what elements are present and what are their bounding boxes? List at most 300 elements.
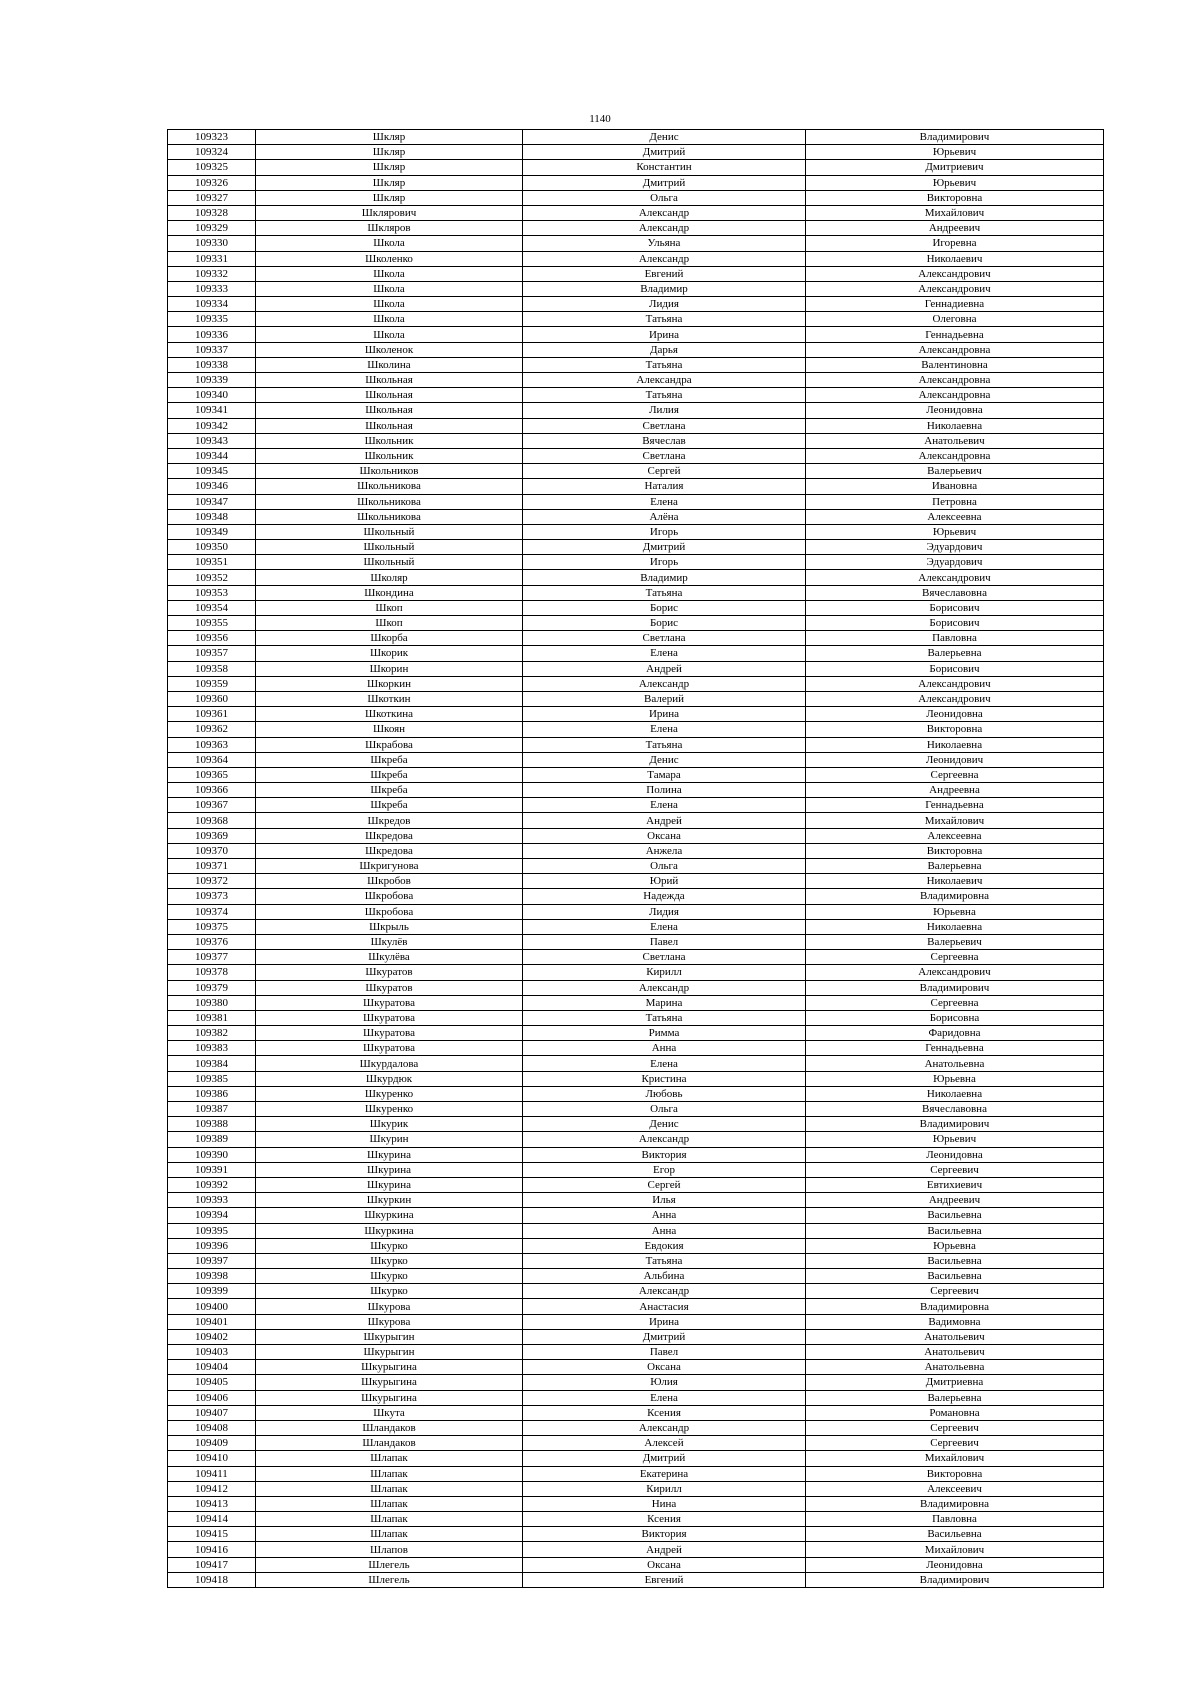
table-row [168, 540, 1104, 555]
table-row [168, 707, 1104, 722]
record-number-cell: 109340 [168, 388, 256, 403]
last-name-cell: Школьный [256, 524, 523, 539]
table-row [168, 205, 1104, 220]
table-row [168, 752, 1104, 767]
table-row [168, 965, 1104, 980]
first-name-cell: Анна [523, 1208, 806, 1223]
table-row [168, 160, 1104, 175]
record-number-cell: 109326 [168, 175, 256, 190]
table-row [168, 1193, 1104, 1208]
record-number-cell: 109355 [168, 616, 256, 631]
patronymic-cell: Юрьевич [806, 524, 1104, 539]
table-row [168, 904, 1104, 919]
last-name-cell: Шкурко [256, 1238, 523, 1253]
record-number-cell: 109386 [168, 1086, 256, 1101]
first-name-cell: Елена [523, 494, 806, 509]
record-number-cell: 109368 [168, 813, 256, 828]
table-row [168, 859, 1104, 874]
last-name-cell: Шкута [256, 1405, 523, 1420]
patronymic-cell: Викторовна [806, 190, 1104, 205]
record-number-cell: 109367 [168, 798, 256, 813]
patronymic-cell: Васильевна [806, 1269, 1104, 1284]
first-name-cell: Евгений [523, 1572, 806, 1587]
record-number-cell: 109405 [168, 1375, 256, 1390]
record-number-cell: 109351 [168, 555, 256, 570]
record-number-cell: 109349 [168, 524, 256, 539]
patronymic-cell: Игоревна [806, 236, 1104, 251]
first-name-cell: Анна [523, 1223, 806, 1238]
table-row [168, 874, 1104, 889]
record-number-cell: 109371 [168, 859, 256, 874]
first-name-cell: Анна [523, 1041, 806, 1056]
record-number-cell: 109341 [168, 403, 256, 418]
patronymic-cell: Александрович [806, 676, 1104, 691]
table-row [168, 1466, 1104, 1481]
patronymic-cell: Владимировна [806, 889, 1104, 904]
table-row [168, 357, 1104, 372]
last-name-cell: Шкуренко [256, 1086, 523, 1101]
first-name-cell: Владимир [523, 570, 806, 585]
first-name-cell: Дмитрий [523, 145, 806, 160]
last-name-cell: Шлапак [256, 1496, 523, 1511]
patronymic-cell: Владимирович [806, 980, 1104, 995]
patronymic-cell: Викторовна [806, 843, 1104, 858]
first-name-cell: Ольга [523, 859, 806, 874]
patronymic-cell: Олеговна [806, 312, 1104, 327]
record-number-cell: 109379 [168, 980, 256, 995]
last-name-cell: Шкуркина [256, 1223, 523, 1238]
record-number-cell: 109401 [168, 1314, 256, 1329]
patronymic-cell: Александрович [806, 691, 1104, 706]
table-row [168, 433, 1104, 448]
patronymic-cell: Юрьевна [806, 904, 1104, 919]
table-row [168, 281, 1104, 296]
table-row [168, 448, 1104, 463]
record-number-cell: 109387 [168, 1102, 256, 1117]
table-row [168, 312, 1104, 327]
first-name-cell: Лилия [523, 403, 806, 418]
table-row [168, 1542, 1104, 1557]
last-name-cell: Шкляр [256, 175, 523, 190]
first-name-cell: Александра [523, 373, 806, 388]
last-name-cell: Школьный [256, 555, 523, 570]
record-number-cell: 109394 [168, 1208, 256, 1223]
patronymic-cell: Михайлович [806, 205, 1104, 220]
record-number-cell: 109393 [168, 1193, 256, 1208]
table-row [168, 1147, 1104, 1162]
table-row [168, 585, 1104, 600]
first-name-cell: Елена [523, 798, 806, 813]
first-name-cell: Юрий [523, 874, 806, 889]
table-row [168, 828, 1104, 843]
table-row [168, 1436, 1104, 1451]
record-number-cell: 109331 [168, 251, 256, 266]
record-number-cell: 109356 [168, 631, 256, 646]
first-name-cell: Ирина [523, 707, 806, 722]
table-row [168, 327, 1104, 342]
first-name-cell: Андрей [523, 661, 806, 676]
first-name-cell: Татьяна [523, 585, 806, 600]
record-number-cell: 109415 [168, 1527, 256, 1542]
record-number-cell: 109403 [168, 1345, 256, 1360]
patronymic-cell: Николаевич [806, 874, 1104, 889]
record-number-cell: 109404 [168, 1360, 256, 1375]
first-name-cell: Татьяна [523, 312, 806, 327]
record-number-cell: 109370 [168, 843, 256, 858]
first-name-cell: Владимир [523, 281, 806, 296]
first-name-cell: Ксения [523, 1512, 806, 1527]
patronymic-cell: Николаевич [806, 251, 1104, 266]
first-name-cell: Павел [523, 1345, 806, 1360]
table-row [168, 236, 1104, 251]
last-name-cell: Шклярович [256, 205, 523, 220]
patronymic-cell: Николаевна [806, 919, 1104, 934]
record-number-cell: 109343 [168, 433, 256, 448]
record-number-cell: 109411 [168, 1466, 256, 1481]
first-name-cell: Денис [523, 752, 806, 767]
last-name-cell: Шлегель [256, 1572, 523, 1587]
record-number-cell: 109369 [168, 828, 256, 843]
table-row [168, 1451, 1104, 1466]
patronymic-cell: Александрович [806, 570, 1104, 585]
record-number-cell: 109332 [168, 266, 256, 281]
last-name-cell: Школьникова [256, 479, 523, 494]
record-number-cell: 109373 [168, 889, 256, 904]
last-name-cell: Шкурова [256, 1299, 523, 1314]
patronymic-cell: Владимирович [806, 1117, 1104, 1132]
last-name-cell: Школьник [256, 448, 523, 463]
patronymic-cell: Анатольевич [806, 1345, 1104, 1360]
record-number-cell: 109382 [168, 1026, 256, 1041]
table-row [168, 889, 1104, 904]
first-name-cell: Анастасия [523, 1299, 806, 1314]
record-number-cell: 109412 [168, 1481, 256, 1496]
record-number-cell: 109381 [168, 1010, 256, 1025]
record-number-cell: 109360 [168, 691, 256, 706]
first-name-cell: Татьяна [523, 388, 806, 403]
table-row [168, 266, 1104, 281]
last-name-cell: Шкулёва [256, 950, 523, 965]
last-name-cell: Шкурик [256, 1117, 523, 1132]
record-number-cell: 109350 [168, 540, 256, 555]
patronymic-cell: Александровна [806, 448, 1104, 463]
last-name-cell: Шкорба [256, 631, 523, 646]
last-name-cell: Шкредова [256, 843, 523, 858]
patronymic-cell: Сергеевна [806, 767, 1104, 782]
last-name-cell: Школьный [256, 540, 523, 555]
patronymic-cell: Леонидовна [806, 403, 1104, 418]
table-row [168, 843, 1104, 858]
last-name-cell: Шкоткин [256, 691, 523, 706]
last-name-cell: Шкурыгина [256, 1375, 523, 1390]
record-number-cell: 109348 [168, 509, 256, 524]
record-number-cell: 109380 [168, 995, 256, 1010]
patronymic-cell: Анатольевич [806, 433, 1104, 448]
last-name-cell: Шландаков [256, 1420, 523, 1435]
record-number-cell: 109346 [168, 479, 256, 494]
patronymic-cell: Александровна [806, 388, 1104, 403]
first-name-cell: Борис [523, 600, 806, 615]
last-name-cell: Шкредов [256, 813, 523, 828]
record-number-cell: 109395 [168, 1223, 256, 1238]
table-row [168, 1314, 1104, 1329]
patronymic-cell: Михайлович [806, 1451, 1104, 1466]
table-row [168, 1102, 1104, 1117]
first-name-cell: Андрей [523, 813, 806, 828]
patronymic-cell: Владимирович [806, 1572, 1104, 1587]
patronymic-cell: Алексеевич [806, 1481, 1104, 1496]
patronymic-cell: Александровна [806, 373, 1104, 388]
table-row [168, 297, 1104, 312]
first-name-cell: Римма [523, 1026, 806, 1041]
first-name-cell: Светлана [523, 418, 806, 433]
record-number-cell: 109357 [168, 646, 256, 661]
first-name-cell: Игорь [523, 555, 806, 570]
first-name-cell: Надежда [523, 889, 806, 904]
last-name-cell: Шкрабова [256, 737, 523, 752]
record-number-cell: 109416 [168, 1542, 256, 1557]
patronymic-cell: Валерьевна [806, 1390, 1104, 1405]
last-name-cell: Шкуратова [256, 1026, 523, 1041]
first-name-cell: Ольга [523, 190, 806, 205]
record-number-cell: 109345 [168, 464, 256, 479]
first-name-cell: Ирина [523, 1314, 806, 1329]
first-name-cell: Ольга [523, 1102, 806, 1117]
first-name-cell: Елена [523, 1390, 806, 1405]
table-row [168, 995, 1104, 1010]
record-number-cell: 109376 [168, 934, 256, 949]
first-name-cell: Игорь [523, 524, 806, 539]
record-number-cell: 109409 [168, 1436, 256, 1451]
patronymic-cell: Юрьевна [806, 1071, 1104, 1086]
last-name-cell: Шлапак [256, 1466, 523, 1481]
record-number-cell: 109363 [168, 737, 256, 752]
last-name-cell: Шкригунова [256, 859, 523, 874]
last-name-cell: Шлапак [256, 1451, 523, 1466]
table-row [168, 251, 1104, 266]
last-name-cell: Шлапак [256, 1512, 523, 1527]
first-name-cell: Валерий [523, 691, 806, 706]
last-name-cell: Шкуратова [256, 1041, 523, 1056]
table-row [168, 175, 1104, 190]
record-number-cell: 109327 [168, 190, 256, 205]
table-row [168, 934, 1104, 949]
first-name-cell: Марина [523, 995, 806, 1010]
record-number-cell: 109354 [168, 600, 256, 615]
table-row [168, 1420, 1104, 1435]
first-name-cell: Алёна [523, 509, 806, 524]
first-name-cell: Борис [523, 616, 806, 631]
patronymic-cell: Эдуардович [806, 555, 1104, 570]
patronymic-cell: Владимировна [806, 1299, 1104, 1314]
table-row [168, 767, 1104, 782]
first-name-cell: Светлана [523, 631, 806, 646]
table-row [168, 1329, 1104, 1344]
last-name-cell: Шкурыгина [256, 1390, 523, 1405]
patronymic-cell: Леонидовна [806, 1147, 1104, 1162]
table-row [168, 509, 1104, 524]
record-number-cell: 109377 [168, 950, 256, 965]
patronymic-cell: Борисовна [806, 1010, 1104, 1025]
first-name-cell: Елена [523, 722, 806, 737]
patronymic-cell: Васильевна [806, 1527, 1104, 1542]
table-row [168, 1496, 1104, 1511]
table-row [168, 1390, 1104, 1405]
record-number-cell: 109334 [168, 297, 256, 312]
table-row [168, 646, 1104, 661]
table-row [168, 1557, 1104, 1572]
record-number-cell: 109383 [168, 1041, 256, 1056]
first-name-cell: Анжела [523, 843, 806, 858]
patronymic-cell: Викторовна [806, 1466, 1104, 1481]
first-name-cell: Наталия [523, 479, 806, 494]
first-name-cell: Татьяна [523, 737, 806, 752]
last-name-cell: Школьникова [256, 494, 523, 509]
last-name-cell: Шкуратова [256, 1010, 523, 1025]
table-row [168, 1299, 1104, 1314]
record-number-cell: 109323 [168, 130, 256, 145]
last-name-cell: Шкурко [256, 1284, 523, 1299]
last-name-cell: Школа [256, 327, 523, 342]
patronymic-cell: Сергеевич [806, 1162, 1104, 1177]
table-row [168, 1223, 1104, 1238]
patronymic-cell: Михайлович [806, 813, 1104, 828]
last-name-cell: Шкляр [256, 145, 523, 160]
first-name-cell: Павел [523, 934, 806, 949]
patronymic-cell: Михайлович [806, 1542, 1104, 1557]
table-row [168, 1527, 1104, 1542]
first-name-cell: Альбина [523, 1269, 806, 1284]
table-row [168, 1117, 1104, 1132]
patronymic-cell: Андреевич [806, 1193, 1104, 1208]
patronymic-cell: Александрович [806, 965, 1104, 980]
first-name-cell: Татьяна [523, 1010, 806, 1025]
record-number-cell: 109388 [168, 1117, 256, 1132]
first-name-cell: Ирина [523, 327, 806, 342]
record-number-cell: 109413 [168, 1496, 256, 1511]
last-name-cell: Шлапак [256, 1481, 523, 1496]
last-name-cell: Шкурыгин [256, 1345, 523, 1360]
first-name-cell: Александр [523, 980, 806, 995]
table-row [168, 1056, 1104, 1071]
patronymic-cell: Васильевна [806, 1208, 1104, 1223]
first-name-cell: Алексей [523, 1436, 806, 1451]
patronymic-cell: Вячеславовна [806, 1102, 1104, 1117]
table-row [168, 570, 1104, 585]
first-name-cell: Дмитрий [523, 175, 806, 190]
table-row [168, 1132, 1104, 1147]
patronymic-cell: Николаевна [806, 418, 1104, 433]
last-name-cell: Шкурдюк [256, 1071, 523, 1086]
table-row [168, 631, 1104, 646]
patronymic-cell: Андреевич [806, 221, 1104, 236]
record-number-cell: 109408 [168, 1420, 256, 1435]
table-row [168, 145, 1104, 160]
first-name-cell: Александр [523, 1284, 806, 1299]
last-name-cell: Шландаков [256, 1436, 523, 1451]
record-number-cell: 109384 [168, 1056, 256, 1071]
first-name-cell: Александр [523, 205, 806, 220]
table-row [168, 221, 1104, 236]
last-name-cell: Шлапак [256, 1527, 523, 1542]
first-name-cell: Кирилл [523, 965, 806, 980]
last-name-cell: Шкоп [256, 600, 523, 615]
last-name-cell: Шкляр [256, 160, 523, 175]
last-name-cell: Школьная [256, 373, 523, 388]
patronymic-cell: Владимирович [806, 130, 1104, 145]
first-name-cell: Юлия [523, 1375, 806, 1390]
record-number-cell: 109399 [168, 1284, 256, 1299]
first-name-cell: Тамара [523, 767, 806, 782]
first-name-cell: Лидия [523, 904, 806, 919]
patronymic-cell: Анатольевич [806, 1329, 1104, 1344]
record-number-cell: 109398 [168, 1269, 256, 1284]
table-row [168, 1208, 1104, 1223]
last-name-cell: Шкурко [256, 1269, 523, 1284]
first-name-cell: Дмитрий [523, 540, 806, 555]
record-number-cell: 109361 [168, 707, 256, 722]
record-number-cell: 109337 [168, 342, 256, 357]
table-row [168, 494, 1104, 509]
record-number-cell: 109414 [168, 1512, 256, 1527]
last-name-cell: Шлегель [256, 1557, 523, 1572]
last-name-cell: Шкуркина [256, 1208, 523, 1223]
first-name-cell: Дмитрий [523, 1451, 806, 1466]
page-number: 1140 [589, 113, 611, 125]
patronymic-cell: Юрьевич [806, 175, 1104, 190]
patronymic-cell: Сергеевич [806, 1284, 1104, 1299]
record-number-cell: 109353 [168, 585, 256, 600]
last-name-cell: Шкробова [256, 904, 523, 919]
patronymic-cell: Юрьевна [806, 1238, 1104, 1253]
first-name-cell: Елена [523, 1056, 806, 1071]
patronymic-cell: Анатольевна [806, 1360, 1104, 1375]
record-number-cell: 109347 [168, 494, 256, 509]
record-number-cell: 109391 [168, 1162, 256, 1177]
table-row [168, 722, 1104, 737]
last-name-cell: Шкоткина [256, 707, 523, 722]
last-name-cell: Школьников [256, 464, 523, 479]
last-name-cell: Шкурыгин [256, 1329, 523, 1344]
table-row [168, 600, 1104, 615]
table-row [168, 1177, 1104, 1192]
table-row [168, 1572, 1104, 1587]
last-name-cell: Шкурко [256, 1253, 523, 1268]
record-number-cell: 109364 [168, 752, 256, 767]
last-name-cell: Шкреба [256, 752, 523, 767]
first-name-cell: Любовь [523, 1086, 806, 1101]
last-name-cell: Шкорин [256, 661, 523, 676]
first-name-cell: Сергей [523, 1177, 806, 1192]
patronymic-cell: Вячеславовна [806, 585, 1104, 600]
last-name-cell: Школа [256, 312, 523, 327]
patronymic-cell: Николаевна [806, 1086, 1104, 1101]
record-number-cell: 109385 [168, 1071, 256, 1086]
last-name-cell: Школьник [256, 433, 523, 448]
record-number-cell: 109358 [168, 661, 256, 676]
record-number-cell: 109335 [168, 312, 256, 327]
last-name-cell: Шкробова [256, 889, 523, 904]
record-number-cell: 109329 [168, 221, 256, 236]
last-name-cell: Шкурина [256, 1162, 523, 1177]
last-name-cell: Школа [256, 266, 523, 281]
patronymic-cell: Алексеевна [806, 828, 1104, 843]
patronymic-cell: Геннадиевна [806, 297, 1104, 312]
record-number-cell: 109418 [168, 1572, 256, 1587]
last-name-cell: Шкредова [256, 828, 523, 843]
first-name-cell: Дмитрий [523, 1329, 806, 1344]
last-name-cell: Шкондина [256, 585, 523, 600]
